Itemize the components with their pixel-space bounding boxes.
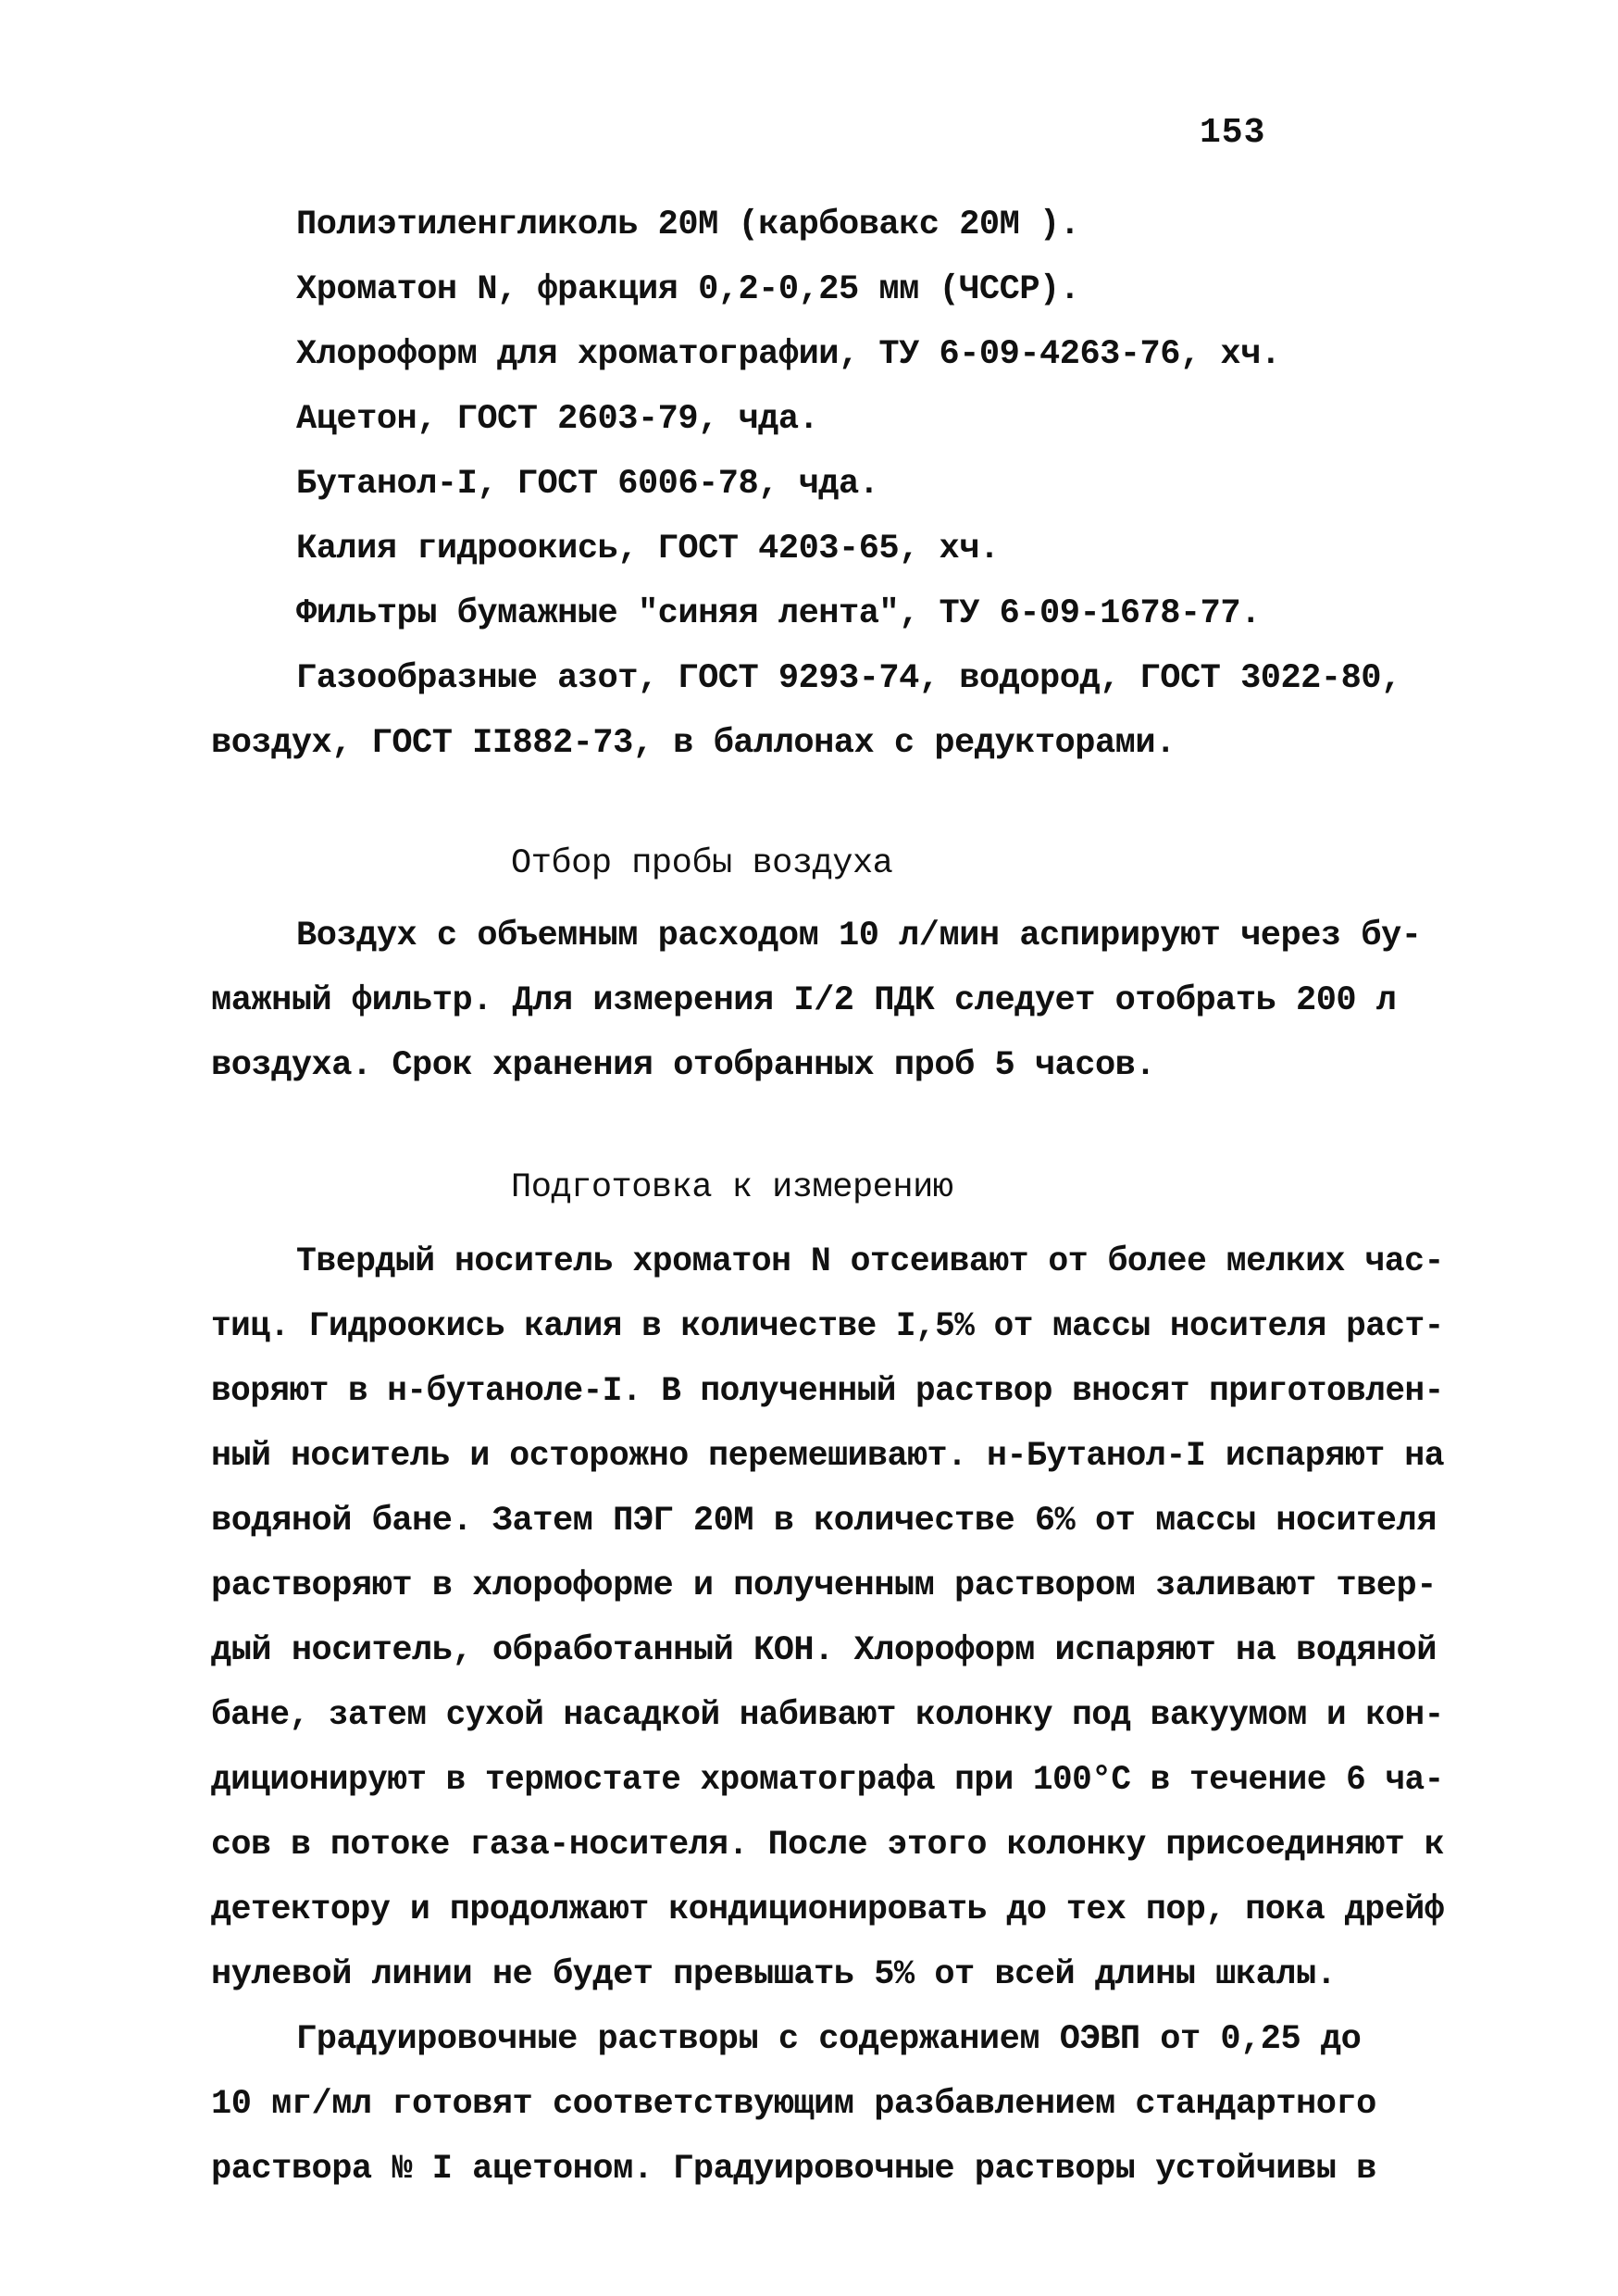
paragraph-line: раствора № I ацетоном. Градуировочные растворы устойчивы в <box>211 2150 1376 2189</box>
paragraph-line: водяной бане. Затем ПЭГ 20М в количестве 6% от массы носителя <box>211 1502 1437 1541</box>
material-line: Хлороформ для хроматографии, ТУ 6-09-4263-76, хч. <box>296 335 1281 374</box>
paragraph-line: тиц. Гидроокись калия в количестве I,5% от массы носителя раст- <box>211 1307 1444 1346</box>
paragraph-line: Воздух с объемным расходом 10 л/мин аспирируют через бу- <box>296 917 1422 955</box>
material-line: Ацетон, ГОСТ 2603-79, чда. <box>296 400 819 439</box>
paragraph-line: нулевой линии не будет превышать 5% от всей длины шкалы. <box>211 1955 1337 1994</box>
paragraph-line: Твердый носитель хроматон N отсеивают от более мелких час- <box>296 1242 1444 1281</box>
paragraph-line: воздуха. Срок хранения отобранных проб 5 часов. <box>211 1046 1156 1085</box>
paragraph-line: детектору и продолжают кондиционировать до тех пор, пока дрейф <box>211 1890 1445 1929</box>
paragraph-line: Градуировочные растворы с содержанием ОЭВП от 0,25 до <box>296 2020 1362 2059</box>
material-line: воздух, ГОСТ II882-73, в баллонах с редукторами. <box>211 724 1176 763</box>
paragraph-line: диционируют в термостате хроматографа при 100°С в течение 6 ча- <box>211 1761 1444 1800</box>
section-heading: Подготовка к измерению <box>511 1168 953 1207</box>
paragraph-line: дый носитель, обработанный КОН. Хлороформ испаряют на водяной <box>211 1631 1437 1670</box>
paragraph-line: бане, затем сухой насадкой набивают колонку под вакуумом и кон- <box>211 1696 1444 1735</box>
section-heading: Отбор пробы воздуха <box>511 844 893 883</box>
material-line: Калия гидроокись, ГОСТ 4203-65, хч. <box>296 530 1000 568</box>
material-line: Фильтры бумажные "синяя лента", ТУ 6-09-1678-77. <box>296 594 1261 633</box>
material-line: Хроматон N, фракция 0,2-0,25 мм (ЧССР). <box>296 270 1080 309</box>
paragraph-line: растворяют в хлороформе и полученным раствором заливают твер- <box>211 1566 1437 1605</box>
paragraph-line: 10 мг/мл готовят соответствующим разбавлением стандартного <box>211 2085 1376 2124</box>
material-line: Бутанол-I, ГОСТ 6006-78, чда. <box>296 465 879 504</box>
page-number: 153 <box>1200 113 1266 153</box>
paragraph-line: воряют в н-бутаноле-I. В полученный раствор вносят приготовлен- <box>211 1372 1444 1411</box>
paragraph-line: ный носитель и осторожно перемешивают. н-Бутанол-I испаряют на <box>211 1437 1445 1476</box>
material-line: Газообразные азот, ГОСТ 9293-74, водород, ГОСТ 3022-80, <box>296 659 1401 698</box>
paragraph-line: сов в потоке газа-носителя. После этого колонку присоединяют к <box>211 1826 1445 1865</box>
material-line: Полиэтиленгликоль 20М (карбовакс 20М ). <box>296 206 1080 244</box>
paragraph-line: мажный фильтр. Для измерения I/2 ПДК следует отобрать 200 л <box>211 981 1397 1020</box>
